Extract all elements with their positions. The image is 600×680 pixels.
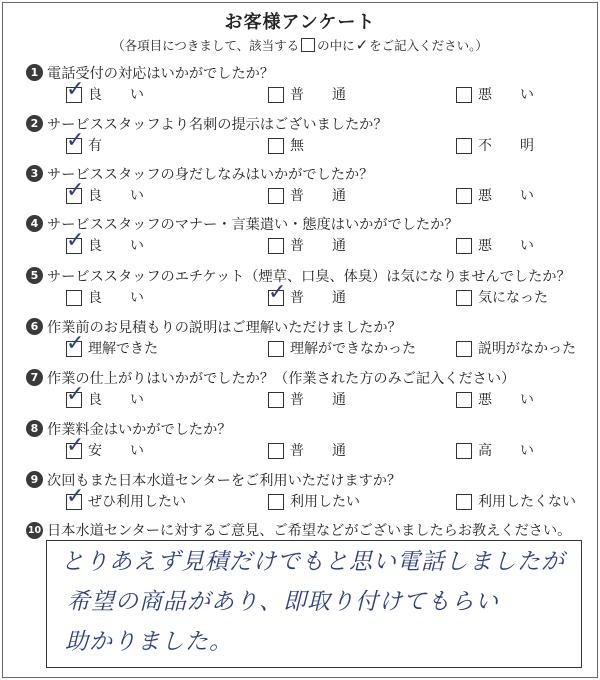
checkbox[interactable] bbox=[268, 138, 284, 154]
check-mark-icon: ✓ bbox=[66, 228, 85, 253]
option-label: 理解ができなかった bbox=[290, 341, 416, 357]
checkbox[interactable] bbox=[456, 188, 472, 204]
option-label: 普 通 bbox=[290, 443, 346, 459]
question-text: サービススタッフの身だしなみはいかがでしたか？ bbox=[47, 167, 374, 183]
option-label: 普 通 bbox=[290, 238, 346, 254]
option-label: 普 通 bbox=[290, 392, 346, 408]
question-number: 3 bbox=[26, 165, 43, 182]
comment-line-2: 希望の商品があり、即取り付けてもらい bbox=[67, 589, 499, 615]
option-label: 悪 い bbox=[478, 392, 534, 408]
checkbox[interactable] bbox=[66, 128, 85, 154]
question-text: 電話受付の対応はいかがでしたか？ bbox=[47, 66, 275, 82]
question-3 bbox=[0, 165, 600, 215]
option-label: 普 通 bbox=[290, 188, 346, 204]
check-mark-icon: ✓ bbox=[66, 77, 85, 102]
option-label: 利用したい bbox=[290, 494, 360, 510]
option-label: 有 bbox=[88, 138, 102, 154]
checkbox[interactable] bbox=[456, 443, 472, 459]
question-number: 6 bbox=[26, 318, 43, 335]
option-label: ぜひ利用したい bbox=[88, 494, 186, 510]
checkbox[interactable] bbox=[268, 443, 284, 459]
question-4 bbox=[0, 215, 600, 265]
question-text: サービススタッフのマナー・言葉遣い・態度はいかがでしたか？ bbox=[47, 217, 459, 233]
option-label: 悪 い bbox=[478, 188, 534, 204]
question-9 bbox=[0, 471, 600, 521]
option-label: 不 明 bbox=[478, 138, 534, 154]
question-1 bbox=[0, 64, 600, 114]
question-text: 日本水道センターに対するご意見、ご希望などがございましたらお教えください。 bbox=[47, 523, 572, 539]
option-label: 悪 い bbox=[478, 238, 534, 254]
question-number: 1 bbox=[26, 64, 43, 81]
question-text: サービススタッフより名刺の提示はございましたか？ bbox=[47, 117, 388, 133]
checkbox[interactable] bbox=[456, 87, 472, 103]
option-label: 無 bbox=[290, 138, 304, 154]
instruction-box-icon bbox=[301, 38, 315, 52]
checkbox[interactable] bbox=[456, 341, 472, 357]
checkbox[interactable] bbox=[66, 331, 85, 357]
survey-title: お客様アンケート bbox=[224, 12, 376, 33]
comment-line-1: とりあえず見積だけでもと思い電話しましたが bbox=[61, 549, 565, 575]
question-number: 9 bbox=[26, 471, 43, 488]
checkbox[interactable] bbox=[456, 494, 472, 510]
question-number: 7 bbox=[26, 369, 43, 386]
option-label: 良 い bbox=[88, 188, 144, 204]
question-8 bbox=[0, 420, 600, 470]
question-7 bbox=[0, 369, 600, 419]
option-label: 普 通 bbox=[290, 290, 346, 306]
checkbox[interactable] bbox=[268, 341, 284, 357]
question-number: 8 bbox=[26, 420, 43, 437]
check-mark-icon: ✓ bbox=[66, 382, 85, 407]
checkbox[interactable] bbox=[66, 382, 85, 408]
question-number: 10 bbox=[26, 522, 43, 539]
question-text: 作業の仕上がりはいかがでしたか？（作業された方のみご記入ください） bbox=[47, 371, 516, 387]
check-mark-icon: ✓ bbox=[268, 280, 287, 305]
checkbox[interactable] bbox=[268, 280, 287, 306]
option-label: 良 い bbox=[88, 392, 144, 408]
check-mark-icon: ✓ bbox=[66, 433, 85, 458]
option-label: 良 い bbox=[88, 87, 144, 103]
comment-line-3: 助かりました。 bbox=[65, 629, 233, 655]
checkbox[interactable] bbox=[456, 138, 472, 154]
option-label: 普 通 bbox=[290, 87, 346, 103]
check-mark-icon: ✓ bbox=[66, 331, 85, 356]
question-text: サービススタッフのエチケット（煙草、口臭、体臭）は気になりませんでしたか？ bbox=[47, 269, 571, 285]
checkbox[interactable] bbox=[66, 290, 82, 306]
check-mark-icon: ✓ bbox=[66, 128, 85, 153]
checkbox[interactable] bbox=[66, 77, 85, 103]
option-label: 理解できた bbox=[88, 341, 158, 357]
instruction-line bbox=[0, 36, 600, 54]
option-label: 悪 い bbox=[478, 87, 534, 103]
checkbox[interactable] bbox=[66, 484, 85, 510]
option-label: 安 い bbox=[88, 443, 144, 459]
instruction-prefix: （各項目につきまして、該当する bbox=[112, 38, 300, 53]
instruction-middle: の中に bbox=[317, 38, 355, 53]
checkbox[interactable] bbox=[66, 178, 85, 204]
checkbox[interactable] bbox=[66, 228, 85, 254]
checkbox[interactable] bbox=[456, 290, 472, 306]
option-label: 高 い bbox=[478, 443, 534, 459]
checkbox[interactable] bbox=[268, 87, 284, 103]
question-2 bbox=[0, 115, 600, 165]
checkbox[interactable] bbox=[268, 392, 284, 408]
option-label: 良 い bbox=[88, 238, 144, 254]
checkbox[interactable] bbox=[456, 238, 472, 254]
option-label: 良 い bbox=[88, 290, 144, 306]
question-text: 作業料金はいかがでしたか？ bbox=[47, 422, 232, 438]
option-label: 利用したくない bbox=[478, 494, 576, 510]
check-mark-icon: ✓ bbox=[66, 484, 85, 509]
option-label: 気になった bbox=[478, 290, 548, 306]
check-mark-icon: ✓ bbox=[66, 178, 85, 203]
question-5 bbox=[0, 267, 600, 317]
checkbox[interactable] bbox=[268, 494, 284, 510]
question-text: 作業前のお見積もりの説明はご理解いただけましたか？ bbox=[47, 320, 402, 336]
instruction-check-icon: ✓ bbox=[355, 36, 369, 54]
option-label: 説明がなかった bbox=[478, 341, 576, 357]
instruction-suffix: をご記入ください。） bbox=[369, 38, 488, 53]
question-number: 4 bbox=[26, 215, 43, 232]
checkbox[interactable] bbox=[456, 392, 472, 408]
checkbox[interactable] bbox=[268, 238, 284, 254]
question-text: 次回もまた日本水道センターをご利用いただけますか？ bbox=[47, 473, 402, 489]
question-number: 2 bbox=[26, 115, 43, 132]
comment-box[interactable] bbox=[46, 540, 582, 668]
checkbox[interactable] bbox=[268, 188, 284, 204]
checkbox[interactable] bbox=[66, 433, 85, 459]
question-number: 5 bbox=[26, 267, 43, 284]
question-6 bbox=[0, 318, 600, 368]
